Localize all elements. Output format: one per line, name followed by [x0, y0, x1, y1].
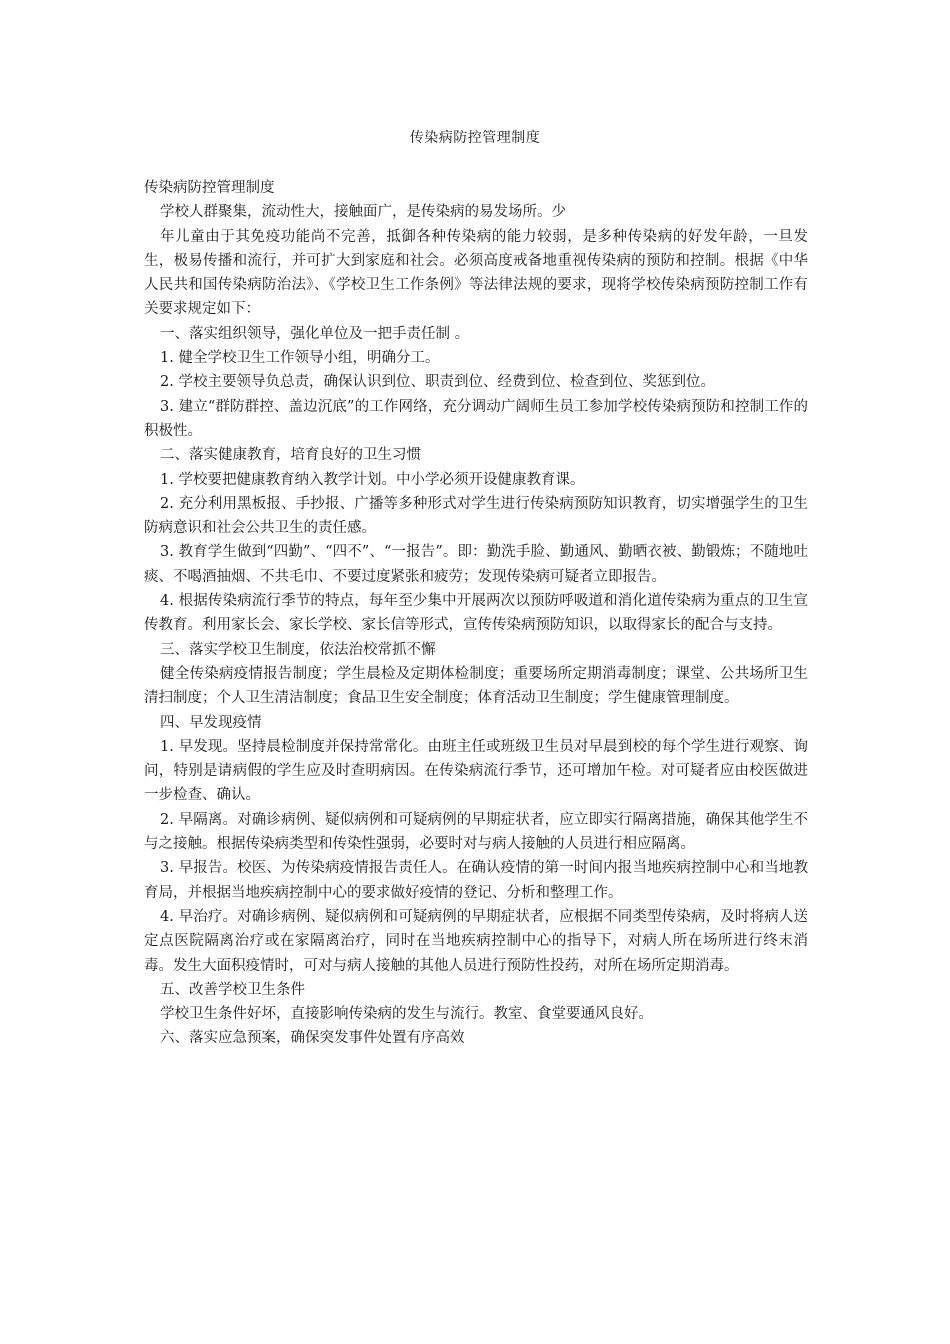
list-item: 4. 早治疗。对确诊病例、疑似病例和可疑病例的早期症状者，应根据不同类型传染病，及时将病人送定点医院隔离治疗或在家隔离治疗，同时在当地疾病控制中心的指导下，对病人所在场所进行终末消毒。发生大面积疫情时，可对与病人接触的其他人员进行预防性投药，对所在场所定期消毒。 [144, 908, 808, 974]
document-body [144, 176, 808, 1051]
paragraph-intro-1: 学校人群聚集，流动性大，接触面广，是传染病的易发场所。少 [160, 204, 566, 221]
list-item: 3. 教育学生做到“四勤”、“四不”、“一报告”。即：勤洗手脸、勤通风、勤晒衣被、勤锻炼；不随地吐痰、不喝酒抽烟、不共毛巾、不要过度紧张和疲劳；发现传染病可疑者立即报告。 [144, 544, 808, 585]
list-item: 2. 充分利用黑板报、手抄报、广播等多种形式对学生进行传染病预防知识教育，切实增强学生的卫生防病意识和社会公共卫生的责任感。 [144, 495, 808, 537]
list-item: 3. 早报告。校医、为传染病疫情报告责任人。在确认疫情的第一时间内报当地疾病控制中心和当地教育局，并根据当地疾病控制中心的要求做好疫情的登记、分析和整理工作。 [144, 860, 808, 901]
document-title: 传染病防控管理制度 [409, 130, 541, 146]
list-item: 3. 建立“群防群控、盖边沉底”的工作网络，充分调动广阔师生员工参加学校传染病预防和控制工作的积极性。 [144, 398, 808, 439]
list-item: 1. 早发现。坚持晨检制度并保持常常化。由班主任或班级卫生员对早晨到校的每个学生进行观察、询问，特别是请病假的学生应及时查明病因。在传染病流行季节，还可增加午检。对可疑者应由校医做进一步检查、确认。 [144, 738, 808, 804]
list-item: 1. 学校要把健康教育纳入教学计划。中小学必须开设健康教育课。 [160, 471, 585, 488]
paragraph-intro-2: 年儿童由于其免疫功能尚不完善，抵御各种传染病的能力较弱，是多种传染病的好发年龄，一旦发生，极易传播和流行，并可扩大到家庭和社会。必须高度戒备地重视传染病的预防和控制。根据《中华人民共和国传染病防治法》、《学校卫生工作条例》等法律法规的要求，现将学校传染病预防控制工作有关要求规定如下： [144, 228, 808, 318]
paragraph: 学校卫生条件好坏，直接影响传染病的发生与流行。教室、食堂要通风良好。 [160, 1006, 653, 1023]
section-heading-1: 一、落实组织领导，强化单位及一把手责任制 。 [160, 325, 470, 342]
section-heading-3: 三、落实学校卫生制度，依法治校常抓不懈 [160, 641, 436, 658]
paragraph: 健全传染病疫情报告制度；学生晨检及定期体检制度；重要场所定期消毒制度；课堂、公共场所卫生清扫制度；个人卫生清洁制度；食品卫生安全制度；体育活动卫生制度；学生健康管理制度。 [144, 665, 808, 707]
section-heading-4: 四、早发现疫情 [160, 714, 262, 731]
section-heading-5: 五、改善学校卫生条件 [160, 981, 305, 998]
list-item: 4. 根据传染病流行季节的特点，每年至少集中开展两次以预防呼吸道和消化道传染病为重点的卫生宣传教育。利用家长会、家长学校、家长信等形式，宣传传染病预防知识，以取得家长的配合与支持。 [144, 593, 808, 634]
section-heading-2: 二、落实健康教育，培育良好的卫生习惯 [160, 447, 421, 464]
section-heading-6: 六、落实应急预案，确保突发事件处置有序高效 [160, 1030, 465, 1047]
list-item: 2. 学校主要领导负总责，确保认识到位、职责到位、经费到位、检查到位、奖惩到位。 [160, 374, 715, 391]
list-item: 1. 健全学校卫生工作领导小组，明确分工。 [160, 350, 440, 367]
list-item: 2. 早隔离。对确诊病例、疑似病例和可疑病例的早期症状者，应立即实行隔离措施，确保其他学生不与之接触。根据传染病类型和传染性强弱，必要时对与病人接触的人员进行相应隔离。 [144, 811, 808, 853]
document-subtitle: 传染病防控管理制度 [144, 180, 275, 196]
